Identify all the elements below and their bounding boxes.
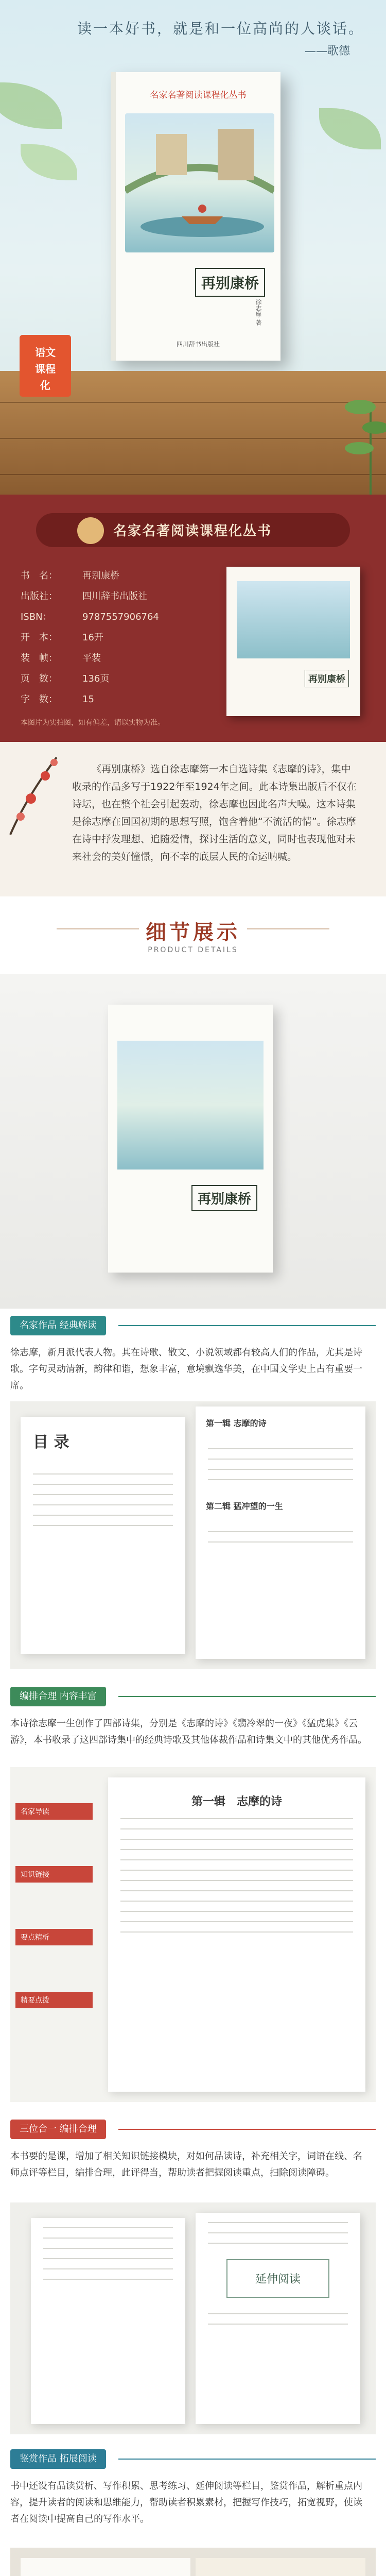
text-line [120, 1880, 353, 1881]
description-text: 《再别康桥》选自徐志摩第一本自选诗集《志摩的诗》，集中收录的作品多写于1922年至1924年之间。此本诗集出版后不仅在诗坛，也在整个社会引起轰动，徐志摩也因此名声大噪。这本诗集是徐志摩在回国初期的思想写照，饱含着他“不流活的情”。徐志摩在诗中抒发理想、追随爱情，探讨生活的意义，同时也表现他对未来社会的美好憧憬，向不幸的底层人民的命运呐喊。 [72, 764, 357, 862]
toc-line [208, 1531, 353, 1532]
hero-banner [0, 0, 386, 495]
toc-line [33, 1494, 173, 1495]
text-line [120, 1931, 353, 1933]
stamp-line: 课程 [35, 363, 56, 375]
info-row [21, 607, 159, 628]
leaf-decoration [319, 108, 381, 149]
detail-cover-art [117, 1041, 264, 1170]
info-value: 四川辞书出版社 [82, 591, 147, 602]
info-value: 136页 [82, 673, 110, 684]
table-plank [0, 438, 386, 439]
tag-line [118, 1696, 376, 1697]
info-row [21, 648, 159, 669]
text-line [120, 1849, 353, 1850]
book-icon [77, 517, 104, 544]
info-key: ISBN： [21, 612, 52, 622]
cover-title: 再别康桥 [195, 268, 265, 297]
mini-cover-title: 再别康桥 [305, 670, 349, 687]
feature-tag: 鉴赏作品 拓展阅读 [10, 2449, 106, 2469]
cover-illustration [125, 113, 274, 252]
feature-appreciation [0, 2442, 386, 2576]
text-line [208, 2313, 348, 2314]
info-key: 字 数： [21, 694, 58, 705]
info-value: 平装 [82, 653, 101, 664]
toc-page-right [196, 1406, 365, 1659]
cover-author: 徐志摩 著 [255, 299, 262, 326]
illustrated-spread [10, 2548, 376, 2576]
book-cover [111, 72, 280, 361]
plant-decoration [340, 371, 386, 495]
text-line [208, 2232, 348, 2233]
annotation-label: 精要点拨 [15, 1992, 93, 2008]
toc-line [33, 1504, 173, 1505]
spread-left-page [31, 2218, 185, 2424]
text-line [43, 2268, 173, 2269]
detail-book [108, 1005, 273, 1273]
tag-line [118, 2459, 376, 2460]
text-line [120, 1828, 353, 1829]
info-book-image [226, 567, 360, 716]
toc-line [208, 1459, 353, 1460]
text-line [208, 2324, 348, 2325]
text-line [120, 1818, 353, 1819]
toc-section: 第一辑 志摩的诗 [206, 1418, 267, 1428]
info-value: 15 [82, 694, 94, 705]
cover-publisher: 四川辞书出版社 [176, 341, 220, 348]
toc-line [33, 1473, 173, 1475]
text-line [43, 2258, 173, 2259]
detail-header [0, 896, 386, 974]
category-stamp [20, 335, 71, 397]
text-line [208, 2222, 348, 2223]
feature-text: 书中还设有品读赏析、写作积累、思考练习、延伸阅读等栏目，鉴赏作品，解析重点内容，提升读者的阅读和思维能力，帮助读者积累素材，把握写作技巧，拓宽视野，使读者在阅读中提高自己的写作水平。 [10, 2481, 362, 2524]
toc-line [208, 1448, 353, 1449]
feature-tag: 名家作品 经典解读 [10, 1316, 106, 1335]
text-line [120, 1911, 353, 1912]
feature-text: 本诗徐志摩一生创作了四部诗集，分别是《志摩的诗》《翡冷翠的一夜》《猛虎集》《云游》，本书收录了这四部诗集中的经典诗歌及其他体裁作品和诗集文中的其他优秀作品。 [10, 1718, 367, 1745]
info-row [21, 669, 159, 689]
book-page [108, 1777, 365, 2092]
info-row [21, 586, 159, 607]
toc-line [33, 1515, 173, 1516]
hero-quote-author: ——歌德 [304, 45, 350, 58]
description-section [0, 742, 386, 896]
feature-text: 本书要的是课，增加了相关知识链接模块，对如何品读诗，补充相关字，词语在线、名师点评等栏目，编排合理，此评得当，帮助读者把握阅读重点，扫除阅读障碍。 [10, 2151, 362, 2178]
page-heading: 第一辑 志摩的诗 [191, 1795, 282, 1808]
info-title: 名家名著阅读课程化丛书 [113, 523, 272, 539]
toc-photo [10, 1401, 376, 1669]
mini-cover-art [237, 581, 350, 658]
feature-tag: 编排合理 内容丰富 [10, 1687, 106, 1706]
illustrated-spread-photo [10, 2548, 376, 2576]
text-line [43, 2279, 173, 2280]
info-key: 页 数： [21, 673, 58, 684]
spread-photo [10, 2202, 376, 2434]
text-line [120, 1921, 353, 1922]
info-rows [21, 566, 159, 710]
toc-line [33, 1484, 173, 1485]
toc-section: 第二辑 猛冲望的一生 [206, 1501, 283, 1511]
info-row [21, 628, 159, 648]
text-line [120, 1901, 353, 1902]
text-line [120, 1839, 353, 1840]
info-key: 出版社： [21, 591, 58, 602]
toc-line [208, 1541, 353, 1543]
text-line [208, 2243, 348, 2244]
detail-photo [0, 974, 386, 1309]
text-line [43, 2248, 173, 2249]
toc-line [33, 1525, 173, 1526]
tag-line [118, 1325, 376, 1326]
info-value: 9787557906764 [82, 612, 159, 622]
feature-text: 徐志摩，新月派代表人物。其在诗歌、散文、小说领域都有较高人们的作品，尤其是诗歌。字句灵动清新，韵律和谐，想象丰富，意境飘逸华美，在中国文学史上占有重要一席。 [10, 1347, 362, 1391]
text-line [43, 2227, 173, 2228]
toc-line [208, 1469, 353, 1470]
annotation-label: 名家导读 [15, 1803, 93, 1820]
text-line [120, 1859, 353, 1860]
stamp-line: 化 [40, 379, 50, 392]
extended-reading-card: 延伸阅读 [226, 2259, 329, 2298]
info-value: 16开 [82, 632, 103, 643]
table-plank [0, 402, 386, 403]
detail-title: 细节展示 [146, 920, 240, 944]
stamp-line: 语文 [35, 346, 56, 359]
text-line [120, 1890, 353, 1891]
text-line [120, 1870, 353, 1871]
annotation-label: 知识链接 [15, 1866, 93, 1883]
info-row [21, 689, 159, 710]
toc-line [208, 1479, 353, 1480]
text-line [43, 2238, 173, 2239]
feature-classic [0, 1309, 386, 1680]
hero-quote: 读一本好书，就是和一位高尚的人谈话。 [77, 20, 365, 37]
toc-title: 目 录 [33, 1433, 69, 1451]
table-plank [0, 474, 386, 475]
plum-blossom-decoration [5, 747, 67, 840]
page-photo [10, 1767, 376, 2102]
detail-subtitle: PRODUCT DETAILS [148, 946, 238, 954]
series-badge: 名家名著阅读课程化丛书 [150, 90, 247, 100]
feature-three-in-one [0, 2112, 386, 2442]
product-info-panel [0, 495, 386, 742]
info-key: 开 本： [21, 632, 58, 643]
annotation-labels [15, 1803, 93, 2008]
info-row [21, 566, 159, 586]
spread-right-page [196, 2213, 360, 2424]
leaf-decoration [21, 144, 77, 180]
feature-layout [0, 1680, 386, 2112]
cover-illustration-svg [125, 113, 274, 252]
info-value: 再别康桥 [82, 570, 119, 581]
info-footnote: 本图片为实拍图，如有偏差，请以实物为准。 [21, 719, 165, 727]
info-key: 装 帧： [21, 653, 58, 664]
annotation-label: 要点精析 [15, 1929, 93, 1945]
feature-tag: 三位合一 编排合理 [10, 2120, 106, 2139]
detail-cover-title: 再别康桥 [191, 1185, 257, 1211]
leaf-decoration [0, 82, 62, 129]
toc-page-left [21, 1417, 185, 1654]
tag-line [118, 2129, 376, 2130]
info-key: 书 名： [21, 570, 58, 581]
